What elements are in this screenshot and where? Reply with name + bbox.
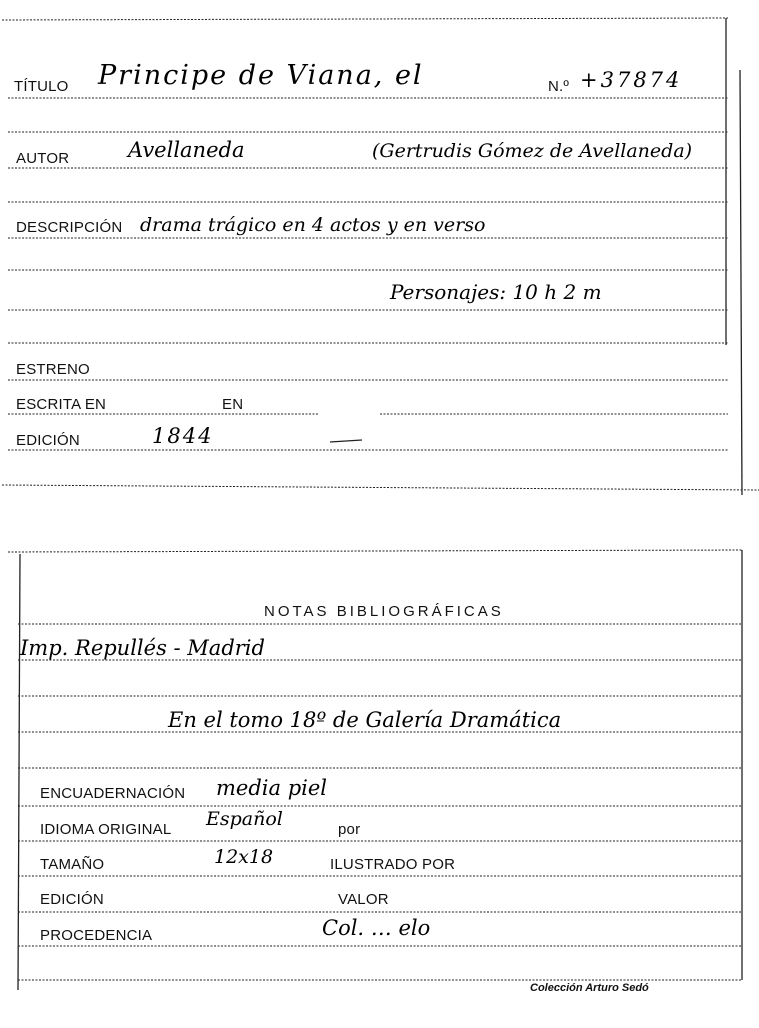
en-label: EN — [222, 396, 244, 413]
escrita-en-label: ESCRITA EN — [16, 396, 107, 413]
edicion-label: EDICIÓN — [16, 432, 80, 449]
titulo-label: TÍTULO — [14, 78, 69, 95]
note-tomo: En el tomo 18º de Galería Dramática — [168, 708, 562, 732]
por-label: por — [338, 821, 361, 838]
notas-heading: NOTAS BIBLIOGRÁFICAS — [264, 603, 504, 620]
procedencia-value: Col. … elo — [322, 916, 431, 940]
encuadernacion-label: ENCUADERNACIÓN — [40, 785, 186, 802]
idioma-value: Español — [206, 808, 283, 830]
tamano-label: TAMAÑO — [40, 856, 105, 873]
autor-value: Avellaneda — [128, 138, 245, 162]
autor-full-name: (Gertrudis Gómez de Avellaneda) — [372, 140, 693, 162]
catalog-card-back — [0, 540, 759, 1028]
collection-footer: Colección Arturo Sedó — [530, 982, 649, 994]
numero-value: +37874 — [580, 68, 683, 92]
catalog-card-front — [0, 0, 759, 495]
descripcion-label: DESCRIPCIÓN — [16, 219, 123, 236]
estreno-label: ESTRENO — [16, 361, 90, 378]
procedencia-label: PROCEDENCIA — [40, 927, 153, 944]
note-imprenta: Imp. Repullés - Madrid — [20, 636, 265, 660]
valor-label: VALOR — [338, 891, 389, 908]
autor-label: AUTOR — [16, 150, 70, 167]
idioma-label: IDIOMA ORIGINAL — [40, 821, 172, 838]
numero-label: N.º — [548, 78, 570, 95]
personajes-note: Personajes: 10 h 2 m — [390, 280, 602, 304]
ilustrado-label: ILUSTRADO POR — [330, 856, 456, 873]
edicion-back-label: EDICIÓN — [40, 891, 104, 908]
titulo-value: Principe de Viana, el — [98, 60, 424, 91]
encuadernacion-value: media piel — [216, 776, 327, 800]
tamano-value: 12x18 — [214, 846, 274, 868]
edicion-value: 1844 — [152, 424, 214, 448]
descripcion-value: drama trágico en 4 actos y en verso — [140, 214, 486, 236]
